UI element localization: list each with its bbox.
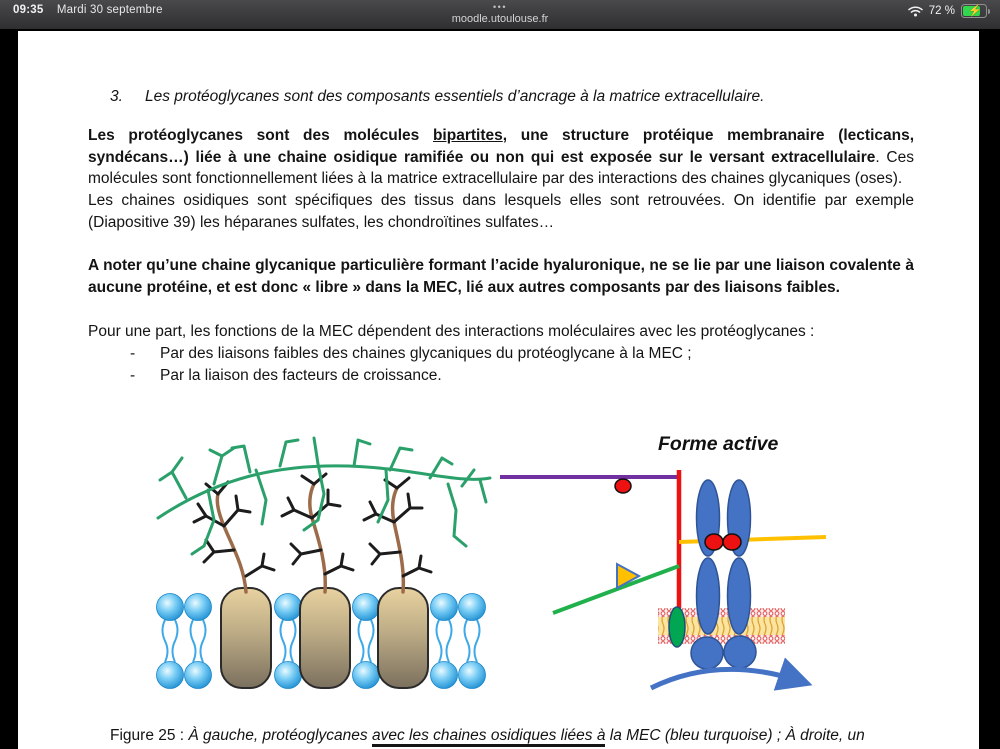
site-url[interactable]: moodle.utoulouse.fr [451, 13, 549, 25]
section-heading [110, 86, 922, 108]
intracellular-domain-1 [691, 637, 723, 669]
glycan-tree-2 [282, 474, 353, 592]
signal-arrow [651, 669, 803, 688]
bullet-text: Par des liaisons faibles des chaines glycaniques du protéoglycane à la MEC ; [160, 345, 692, 362]
paragraph-fonctions-mec: Pour une part, les fonctions de la MEC dépendent des interactions moléculaires avec les protéoglycanes : [88, 323, 815, 340]
page-menu-dots-icon[interactable]: ••• [493, 2, 507, 12]
paragraph-chaines-osidiques: Les chaines osidiques sont spécifiques des tissus dans lesquels elles sont retrouvées. On identifie par exemple (Diapositive 39) les héparanes sulfates, les chondroïtines sulfates… [88, 192, 914, 231]
paragraph-bipartites [88, 125, 914, 234]
status-center [0, 0, 1000, 26]
ligand-dot-right [723, 534, 741, 550]
list-item [88, 343, 914, 365]
document-page[interactable] [18, 31, 979, 749]
green-membrane-ellipse [669, 607, 685, 647]
glycan-tree-3 [364, 478, 431, 592]
figure-caption: Figure 25 : À gauche, protéoglycanes avec les chaines osidiques liées à la MEC (bleu turquoise) ; À droite, un [110, 725, 940, 747]
status-right [908, 4, 990, 18]
forme-active-label: Forme active [658, 433, 779, 455]
figure-caption-label: Figure 25 : [110, 727, 189, 744]
section-number: 3. [110, 88, 123, 105]
ligand-dot-left [705, 534, 723, 550]
caption-underline-annotation: avec les chaines osidiques liées à [372, 727, 606, 747]
wifi-icon [908, 6, 923, 17]
intracellular-domain-2 [724, 636, 756, 668]
bullet-marker: - [130, 345, 136, 362]
membrane-protein-3 [378, 588, 428, 688]
membrane-protein-1 [221, 588, 271, 688]
bullet-text: Par la liaison des facteurs de croissance. [160, 366, 442, 384]
membrane-protein-2 [300, 588, 350, 688]
section-title: Les protéoglycanes sont des composants essentiels d’ancrage à la matrice extracellulaire. [145, 88, 765, 105]
status-bar [0, 0, 1000, 29]
ligand-dot-top [615, 479, 631, 493]
figure-25 [18, 426, 979, 711]
list-item [88, 365, 914, 387]
proteoglycan-diagram [157, 438, 491, 689]
battery-percent: 72 % [928, 5, 955, 17]
paragraph-note-hyaluronique: A noter qu’une chaine glycanique particulière formant l’acide hyaluronique, ne se lie par une liaison covalente à aucune protéine, et est donc « libre » dans la MEC, lié aux autres composants par des liaisons faibles. [88, 257, 914, 296]
bullet-list [88, 343, 914, 386]
battery-icon [961, 4, 990, 18]
clock: 09:35 [13, 4, 44, 16]
status-date: Mardi 30 septembre [56, 4, 163, 16]
underlined-word: bipartites [432, 127, 503, 144]
bullet-marker: - [130, 366, 136, 384]
figure-25-drawing [18, 426, 979, 711]
paragraph-bipartites-text: Les protéoglycanes sont des molécules bipartites, une structure protéique membranaire (lecticans, syndécans…) liée à une chaine osidique ramifiée ou non qui est exposée sur le versant extracellulaire. Ces molécules sont fonctionnellement liées à la matrice extracellulaire par des interactions des chaines glycaniques (oses). [88, 127, 915, 188]
charging-bolt-icon: ⚡ [968, 5, 982, 17]
hyaluronic-acid-chain [158, 438, 490, 554]
forme-active-diagram [500, 470, 826, 688]
